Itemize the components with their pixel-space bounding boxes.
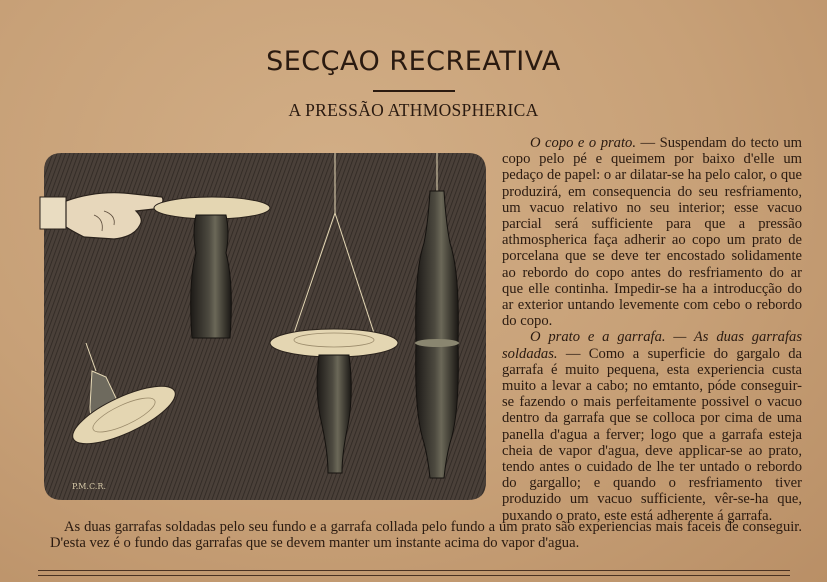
bottle-left bbox=[191, 215, 232, 338]
text-prato-garrafa: — Como a superficie do gargalo da garrafa é muito pequena, esta experiencia custa muito a levar a cabo; no emtanto, póde conseguir-se fazendo o mais perfeitamente possivel o vacuo dentro da garrafa que se colloca por cima de uma panella d'agua a ferver; logo que a garrafa esteja cheia de vapor d'agua, deve applicar-se ao prato, tendo antes o cuidado de lhe ter untado o rebordo do gargallo; e quando o resfriamento tiver produzido um vacuo sufficiente, vêr-se-ha que, puxando o prato, este está adherente á garrafa. bbox=[502, 345, 802, 524]
heading-prato-garrafa: O prato e a garrafa. — As duas garrafas soldadas. bbox=[502, 329, 802, 362]
engraving-illustration bbox=[44, 153, 486, 500]
text-copo-prato: — Suspendam do tecto um copo pelo pé e queimem por baixo d'elle um pedaço de papel: o ar dilatar-se ha pelo calor, o que produzirá, em consequencia do seu resfriamento, um vacuo relativo no seu interior; esse vacuo parcial será sufficiente para que a pressão athmospherica faça adherir ao copo um prato de porcelana que se deve ter encostado solidamente ao rebordo do copo antes do resfriamento do ar que elle continha. Impedir-se ha a introducção do ar exterior untando levemente com cebo o rebordo do copo. bbox=[502, 135, 802, 330]
heading-copo-prato: O copo e o prato. bbox=[530, 135, 636, 151]
paragraph-copo-prato bbox=[502, 135, 802, 329]
engraving-svg bbox=[44, 153, 486, 500]
engraver-signature: P.M.C.R. bbox=[72, 482, 106, 491]
title-rule bbox=[373, 90, 455, 92]
page-subtitle: A PRESSÃO ATHMOSPHERICA bbox=[288, 100, 539, 120]
page-title: SECÇAO RECREATIVA bbox=[266, 46, 561, 77]
footer-rule bbox=[38, 570, 790, 576]
paragraph-prato-garrafa bbox=[502, 329, 802, 523]
paragraph-garrafas-soldadas: As duas garrafas soldadas pelo seu fundo e a garrafa collada pelo fundo a um prato são experiencias mais faceis de conseguir. D'esta vez é o fundo das garrafas que se devem manter um instante acima do vapor d'agua. bbox=[50, 519, 802, 552]
article-column bbox=[502, 135, 802, 524]
